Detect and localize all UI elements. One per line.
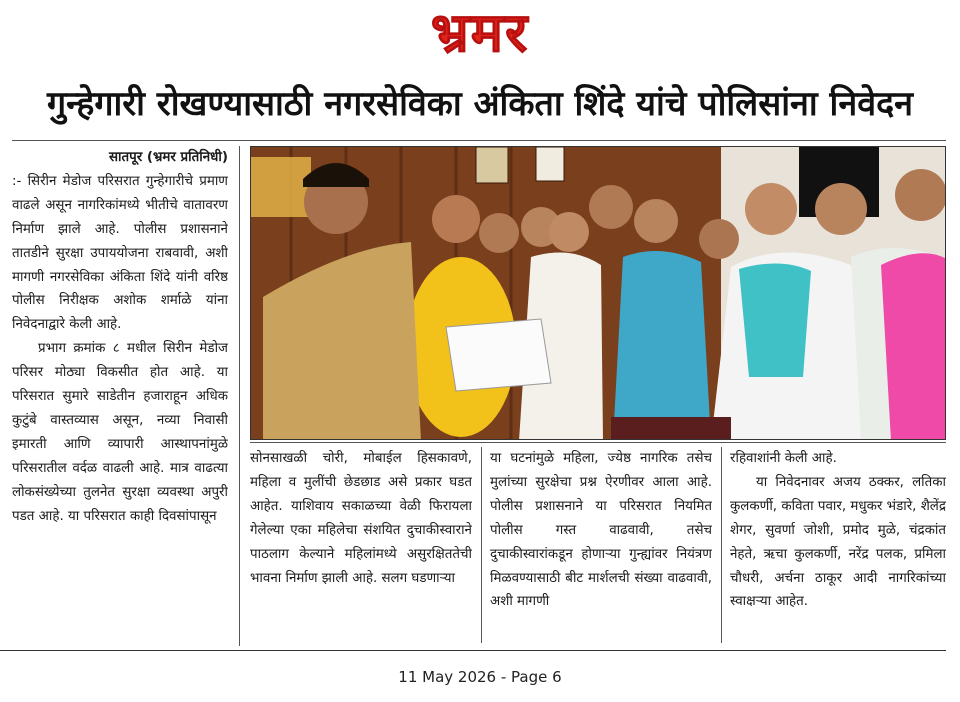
masthead-logo xyxy=(0,0,960,66)
page-footer: 11 May 2026 - Page 6 xyxy=(398,668,562,686)
article-column-1 xyxy=(12,146,228,646)
article-column-4 xyxy=(730,447,946,643)
column-divider xyxy=(721,447,722,643)
bottom-rule xyxy=(0,650,946,651)
article-paragraph: या घटनांमुळे महिला, ज्येष्ठ नागरिक तसेच मुलांच्या सुरक्षेचा प्रश्न ऐरणीवर आला आहे. पोलीस प्रशासनाने या परिसरात नियमित पोलीस गस्त वाढवावी, तसेच दुचाकीस्वारांकडून होणाऱ्या गुन्ह्यांवर नियंत्रण मिळवण्यासाठी बीट मार्शलची संख्या वाढवावी, अशी मागणी xyxy=(490,451,712,610)
article-column-2 xyxy=(250,447,472,643)
article-headline: गुन्हेगारी रोखण्यासाठी नगरसेविका अंकिता शिंदे यांचे पोलिसांना निवेदन xyxy=(46,84,914,124)
headline-rule xyxy=(12,140,946,141)
article-dateline: सातपूर (भ्रमर प्रतिनिधी) xyxy=(108,150,228,165)
news-photo xyxy=(250,146,946,440)
article-paragraph: या निवेदनावर अजय ठक्कर, लतिका कुलकर्णी, कविता पवार, मधुकर भंडारे, शैलेंद्र शेगर, सुवर्णा जोशी, प्रमोद मुळे, चंद्रकांत नेहते, ऋचा कुलकर्णी, नरेंद्र पलक, प्रमिला चौधरी, अर्चना ठाकूर आदी नागरिकांच्या स्वाक्षऱ्या आहेत. xyxy=(730,474,946,610)
photo-rule xyxy=(250,442,946,443)
article-paragraph: :- सिरीन मेडोज परिसरात गुन्हेगारीचे प्रमाण वाढले असून नागरिकांमध्ये भीतीचे वातावरण निर्माण झाले आहे. पोलीस प्रशासनाने तातडीने सुरक्षा उपाययोजना राबवावी, अशी मागणी नगरसेविका अंकिता शिंदे यांनी वरिष्ठ पोलीस निरीक्षक अशोक शर्माळे यांना निवेदनाद्वारे केली आहे. xyxy=(12,173,228,333)
masthead-title: भ्रमर xyxy=(430,1,530,64)
column-divider xyxy=(481,447,482,643)
article-paragraph: प्रभाग क्रमांक ८ मधील सिरीन मेडोज परिसर मोठ्या विकसीत होत आहे. या परिसरात सुमारे साडेतीन हजाराहून अधिक कुटुंबे वास्तव्यास असून, नव्या निवासी इमारती आणि व्यापारी आस्थापनांमुळे परिसरातील वर्दळ वाढली आहे. मात्र वाढत्या लोकसंख्येच्या तुलनेत सुरक्षा व्यवस्था अपुरी पडत आहे. या परिसरात काही दिवसांपासून xyxy=(12,341,228,524)
article-column-3 xyxy=(490,447,712,643)
news-photo-illustration xyxy=(251,147,946,440)
column-divider xyxy=(239,146,240,646)
article-paragraph: रहिवाशांनी केली आहे. xyxy=(730,451,837,466)
article-paragraph: सोनसाखळी चोरी, मोबाईल हिसकावणे, महिला व मुलींची छेडछाड असे प्रकार घडत आहेत. याशिवाय सकाळच्या वेळी फिरायला गेलेल्या एका महिलेचा संशयित दुचाकीस्वाराने पाठलाग केल्याने महिलांमध्ये असुरक्षिततेची भावना निर्माण झाली आहे. सलग घडणाऱ्या xyxy=(250,451,472,586)
